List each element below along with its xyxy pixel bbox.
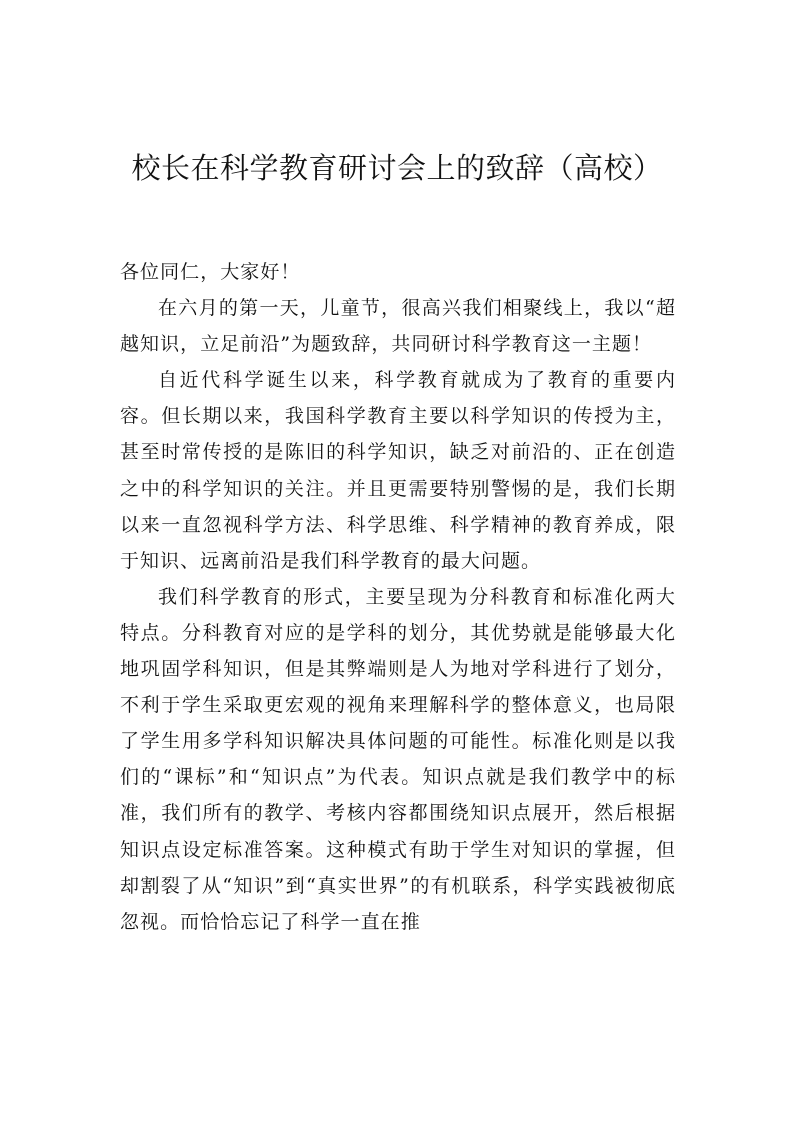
paragraph-2: 自近代科学诞生以来，科学教育就成为了教育的重要内容。但长期以来，我国科学教育主要以科学知识的传授为主，甚至时常传授的是陈旧的科学知识，缺乏对前沿的、正在创造之中的科学知识的关注。并且更需要特别警惕的是，我们长期以来一直忽视科学方法、科学思维、科学精神的教育养成，限于知识、远离前沿是我们科学教育的最大问题。: [120, 369, 676, 572]
paragraph-1: 在六月的第一天，儿童节，很高兴我们相聚线上，我以“超越知识，立足前沿”为题致辞，共同研讨科学教育这一主题！: [120, 297, 676, 356]
paragraph-3: 我们科学教育的形式，主要呈现为分科教育和标准化两大特点。分科教育对应的是学科的划分，其优势就是能够最大化地巩固学科知识，但是其弊端则是人为地对学科进行了划分，不利于学生采取更宏观的视角来理解科学的整体意义，也局限了学生用多学科知识解决具体问题的可能性。标准化则是以我们的“课标”和“知识点”为代表。知识点就是我们教学中的标准，我们所有的教学、考核内容都围绕知识点展开，然后根据知识点设定标准答案。这种模式有助于学生对知识的掌握，但却割裂了从“知识”到“真实世界”的有机联系，科学实践被彻底忽视。而恰恰忘记了科学一直在推: [120, 585, 676, 933]
document-title: 校长在科学教育研讨会上的致辞（高校）: [131, 151, 663, 185]
salutation: 各位同仁，大家好！: [120, 261, 301, 283]
document-body: [120, 254, 676, 940]
